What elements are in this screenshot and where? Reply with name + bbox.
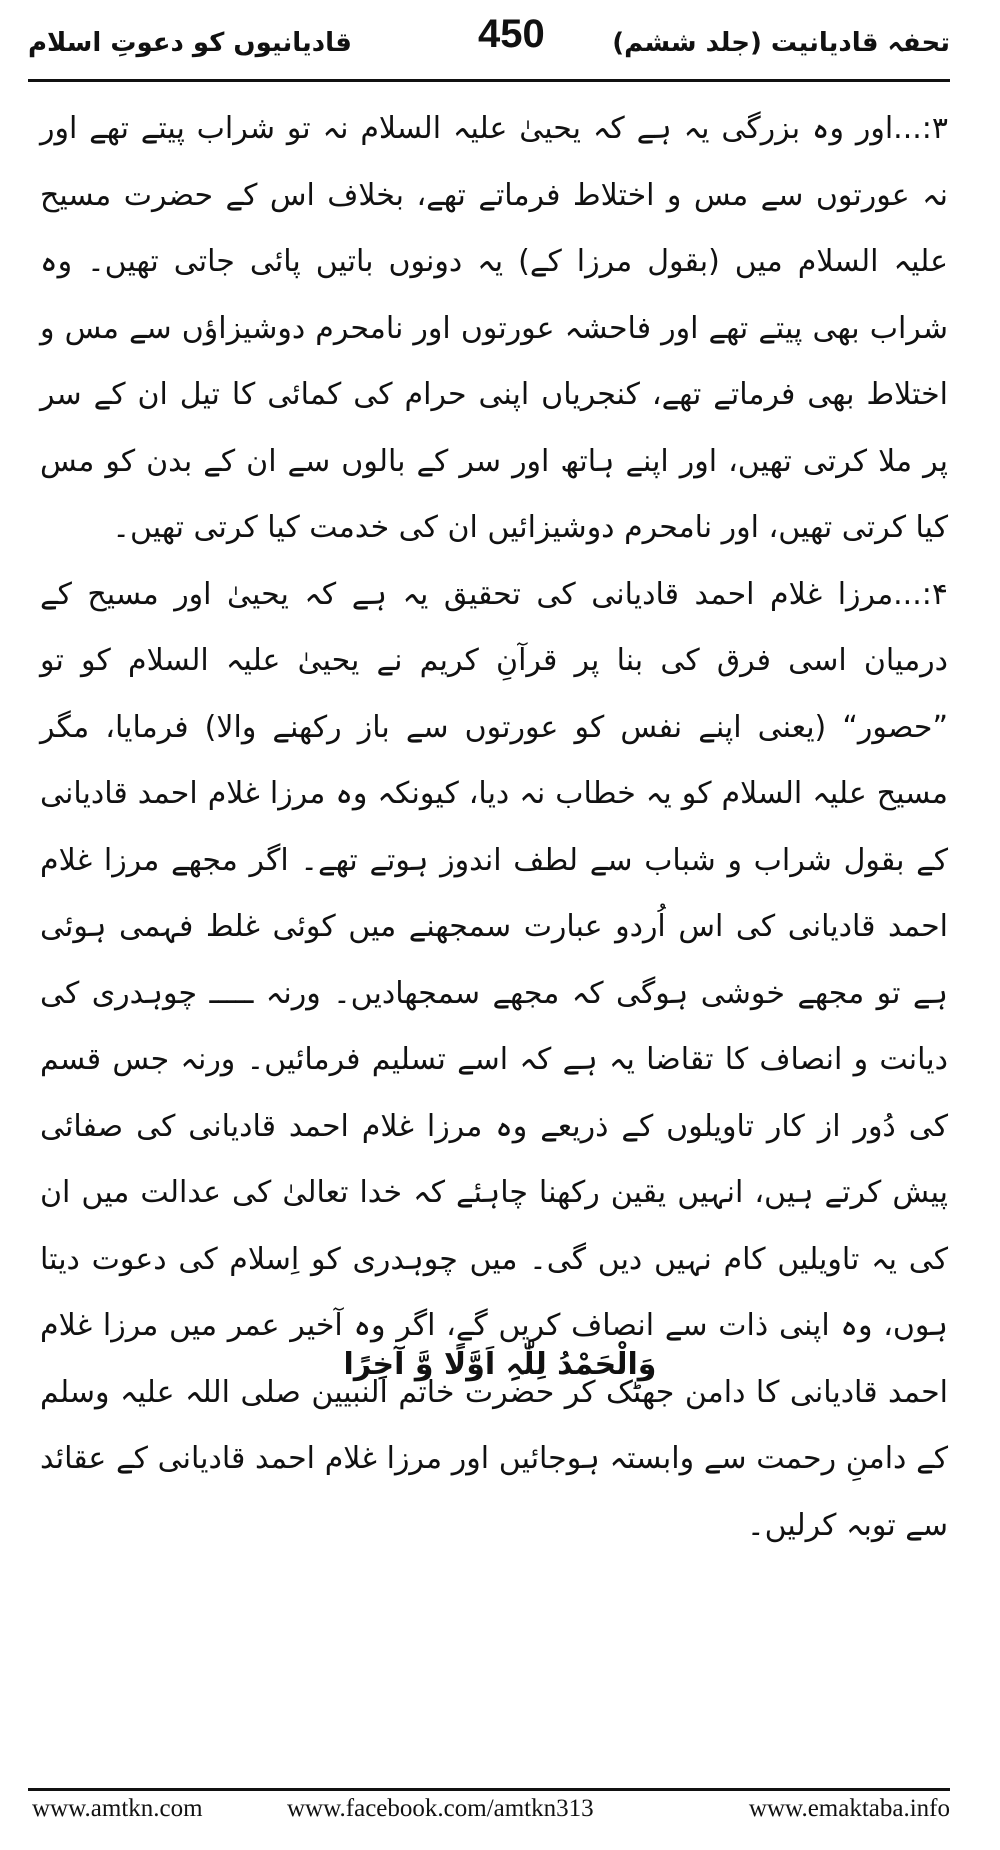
footer-link-amtkn[interactable]: www.amtkn.com [32,1795,203,1822]
paragraph-point-4: ۴:...مرزا غلام احمد قادیانی کی تحقیق یہ ہے کہ یحییٰ اور مسیح کے درمیان اسی فرق کی بنا پر قرآنِ کریم نے یحییٰ علیہ السلام کو تو ”حصور“ (یعنی اپنے نفس کو عورتوں سے باز رکھنے والا) فرمایا، مگر مسیح علیہ السلام کو یہ خطاب نہ دیا، کیونکہ وہ مرزا غلام احمد قادیانی کے بقول شراب و شباب سے لطف اندوز ہوتے تھے۔ اگر مجھے مرزا غلام احمد قادیانی کی اس اُردو عبارت سمجھنے میں کوئی غلط فہمی ہوئی ہے تو مجھے خوشی ہوگی کہ مجھے سمجھادیں۔ ورنہ ـــــ چوہدری کی دیانت و انصاف کا تقاضا یہ ہے کہ اسے تسلیم فرمائیں۔ ورنہ جس قسم کی دُور از کار تاویلوں کے ذریعے وہ مرزا غلام احمد قادیانی کی صفائی پیش کرتے ہیں، انہیں یقین رکھنا چاہئے کہ خدا تعالیٰ کی عدالت میں ان کی یہ تاویلیں کام نہیں دیں گی۔ میں چوہدری کو اِسلام کی دعوت دیتا ہوں، وہ اپنی ذات سے انصاف کریں گے، اگر وہ آخیر عمر میں مرزا غلام احمد قادیانی کا دامن جھٹک کر حضرت خاتم النبیین صلی اللہ علیہ وسلم کے دامنِ رحمت سے وابستہ ہوجائیں اور مرزا غلام احمد قادیانی کے عقائد سے توبہ کرلیں۔ [40,576,948,1543]
footer-link-emaktaba[interactable]: www.emaktaba.info [748,1795,950,1822]
closing-line: وَالْحَمْدُ لِلّٰہِ اَوَّلًا وَّ آخِرًا [343,1347,657,1382]
page-body [40,96,948,1559]
page-header [28,6,950,82]
book-title: تحفہ قادیانیت (جلد ششم) [612,28,950,58]
footer-divider [28,1788,950,1791]
page-footer [32,1795,950,1831]
paragraph-point-3: ۳:...اور وہ بزرگی یہ ہے کہ یحییٰ علیہ السلام نہ تو شراب پیتے تھے اور نہ عورتوں سے مس و اختلاط فرماتے تھے، بخلاف اس کے حضرت مسیح علیہ السلام میں (بقول مرزا کے) یہ دونوں باتیں پائی جاتی تھیں۔ وہ شراب بھی پیتے تھے اور فاحشہ عورتوں اور نامحرم دوشیزاؤں سے مس و اختلاط بھی فرماتے تھے، کنجریاں اپنی حرام کی کمائی کا تیل ان کے سر پر ملا کرتی تھیں، اور اپنے ہاتھ اور سر کے بالوں سے ان کے بدن کو مس کیا کرتی تھیں، اور نامحرم دوشیزائیں ان کی خدمت کیا کرتی تھیں۔ [40,111,948,545]
page-number: 450 [478,12,545,56]
chapter-title: قادیانیوں کو دعوتِ اسلام [28,28,352,58]
footer-link-facebook[interactable]: www.facebook.com/amtkn313 [287,1795,594,1822]
